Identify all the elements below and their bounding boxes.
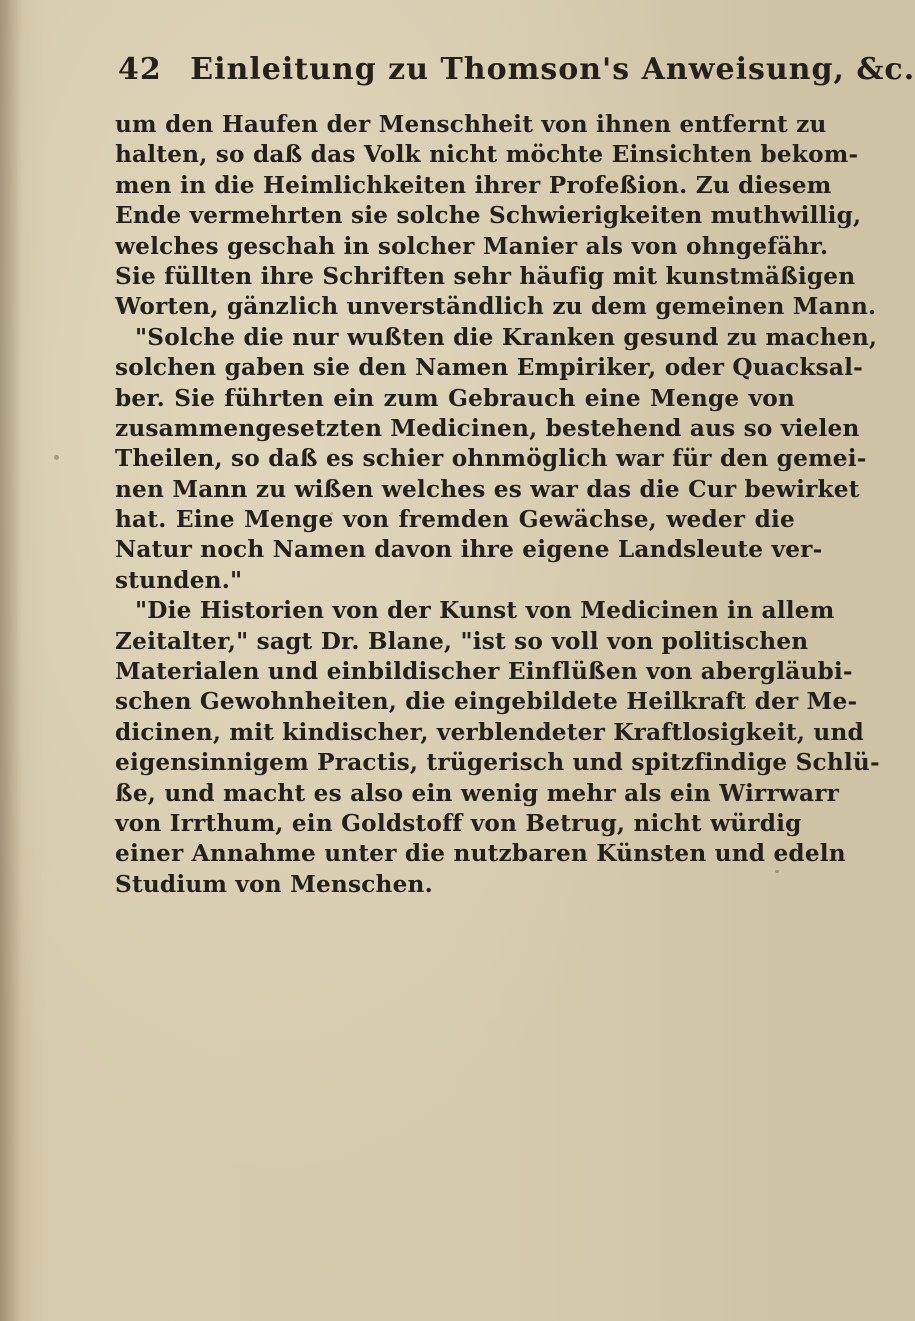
text-line: "Die Historien von der Kunst von Medicinen in allem: [135, 597, 835, 625]
gutter-shadow: [0, 0, 22, 1321]
text-line: solchen gaben sie den Namen Empiriker, oder Quacksal-: [115, 354, 863, 382]
text-line: Zeitalter," sagt Dr. Blane, "ist so voll von politischen: [115, 627, 809, 655]
text-line: zusammengesetzten Medicinen, bestehend aus so vielen: [115, 414, 860, 442]
text-line: "Solche die nur wußten die Kranken gesund zu machen,: [135, 323, 878, 351]
text-line: Sie füllten ihre Schriften sehr häufig mit kunstmäßigen: [115, 262, 856, 290]
text-line: Natur noch Namen davon ihre eigene Landsleute ver-: [115, 536, 823, 564]
text-line: men in die Heimlichkeiten ihrer Profeßion. Zu diesem: [115, 171, 832, 199]
text-line: Worten, gänzlich unverständlich zu dem gemeinen Mann.: [115, 293, 877, 321]
text-line: einer Annahme unter die nutzbaren Künsten und edeln: [115, 840, 846, 868]
paper-speck: [54, 455, 59, 460]
paper-speck: [330, 512, 333, 515]
text-line: stunden.": [115, 566, 243, 594]
text-line: Theilen, so daß es schier ohnmöglich war für den gemei-: [115, 445, 867, 473]
text-line: hat. Eine Menge von fremden Gewächse, weder die: [115, 506, 795, 534]
text-line: Studium von Menschen.: [115, 870, 433, 898]
page-header: [118, 52, 915, 96]
text-line: Ende vermehrten sie solche Schwierigkeiten muthwillig,: [115, 202, 862, 230]
text-line: nen Mann zu wißen welches es war das die Cur bewirket: [115, 475, 860, 503]
running-title: Einleitung zu Thomson's Anweisung, &c.: [190, 52, 915, 87]
text-line: ber. Sie führten ein zum Gebrauch eine Menge von: [115, 384, 795, 412]
text-line: um den Haufen der Menschheit von ihnen entfernt zu: [115, 111, 827, 138]
text-line: welches geschah in solcher Manier als von ohngefähr.: [115, 232, 829, 260]
text-line: Materialen und einbildischer Einflüßen von abergläubi-: [115, 658, 853, 686]
body-text: [115, 110, 880, 900]
text-line: von Irrthum, ein Goldstoff von Betrug, nicht würdig: [115, 809, 802, 837]
text-line: dicinen, mit kindischer, verblendeter Kraftlosigkeit, und: [115, 718, 864, 746]
paper-speck: [775, 870, 779, 873]
text-line: ße, und macht es also ein wenig mehr als ein Wirrwarr: [115, 779, 840, 807]
text-line: schen Gewohnheiten, die eingebildete Heilkraft der Me-: [115, 688, 858, 716]
text-line: halten, so daß das Volk nicht möchte Einsichten bekom-: [115, 141, 859, 169]
text-line: eigensinnigem Practis, trügerisch und spitzfindige Schlü-: [115, 749, 880, 777]
page-number: 42: [118, 52, 162, 87]
